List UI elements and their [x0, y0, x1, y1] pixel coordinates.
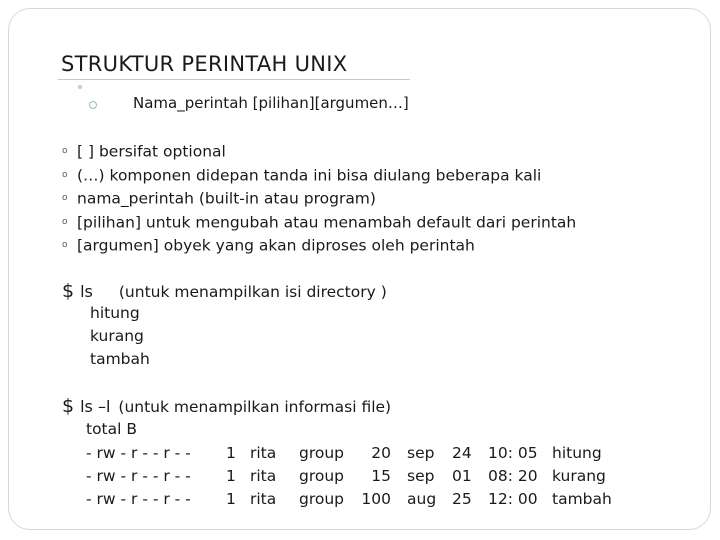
output-line: kurang	[90, 327, 144, 345]
file-permissions: - rw - r - - r - -	[86, 467, 191, 485]
bullet-text: [ ] bersifat optional	[77, 142, 226, 161]
bullet-circle-icon: o	[62, 146, 68, 156]
link-count: 1	[226, 490, 236, 508]
command-note: (untuk menampilkan isi directory )	[118, 283, 387, 301]
bullet-item	[62, 164, 576, 188]
file-size: 15	[371, 467, 391, 485]
file-month: sep	[407, 467, 435, 485]
file-group: group	[299, 490, 345, 508]
link-count: 1	[226, 444, 236, 462]
shell-prompt: $	[62, 395, 75, 417]
bullet-text: [pilihan] untuk mengubah atau menambah default dari perintah	[77, 212, 577, 231]
file-name: hitung	[552, 444, 602, 462]
example-ls-l-command	[62, 395, 391, 417]
title-underline	[58, 79, 410, 80]
bullet-item	[62, 187, 576, 211]
file-owner: rita	[250, 467, 277, 485]
file-group: group	[299, 444, 345, 462]
ls-total-line: total B	[86, 420, 138, 438]
file-month: aug	[407, 490, 437, 508]
bullet-text: (…) komponen didepan tanda ini bisa diulang beberapa kali	[77, 165, 542, 184]
file-permissions: - rw - r - - r - -	[86, 444, 191, 462]
bullet-text: nama_perintah (built-in atau program)	[77, 189, 376, 208]
example-ls-command	[62, 280, 387, 302]
file-day: 25	[452, 490, 472, 508]
file-name: kurang	[552, 467, 606, 485]
bullet-circle-icon: o	[62, 169, 68, 180]
slide-title: STRUKTUR PERINTAH UNIX	[61, 52, 348, 76]
output-line: hitung	[90, 304, 140, 322]
bullet-item	[62, 211, 576, 235]
file-name: tambah	[552, 490, 612, 508]
bullet-item	[62, 234, 576, 258]
command-note: (untuk menampilkan informasi file)	[118, 398, 392, 416]
link-count: 1	[226, 467, 236, 485]
bullet-text: [argumen] obyek yang akan diproses oleh perintah	[77, 236, 475, 255]
bullet-circle-icon: o	[62, 240, 68, 250]
command-syntax: Nama_perintah [pilihan][argumen…]	[133, 94, 409, 112]
output-line: tambah	[90, 350, 150, 368]
shell-prompt: $	[62, 280, 75, 302]
bullet-circle-icon: o	[62, 216, 68, 227]
file-time: 12: 00	[488, 490, 538, 508]
decorative-ring-icon	[89, 101, 97, 109]
file-owner: rita	[250, 444, 277, 462]
file-day: 01	[452, 467, 472, 485]
file-time: 08: 20	[488, 467, 538, 485]
bullet-item	[62, 140, 576, 164]
file-size: 100	[361, 490, 391, 508]
file-month: sep	[407, 444, 435, 462]
file-group: group	[299, 467, 345, 485]
bullet-circle-icon: o	[62, 193, 68, 203]
ls-output	[90, 302, 150, 371]
command-text: ls	[80, 282, 93, 301]
file-size: 20	[371, 444, 391, 462]
file-permissions: - rw - r - - r - -	[86, 490, 191, 508]
bullet-list	[62, 140, 576, 258]
file-day: 24	[452, 444, 472, 462]
decorative-dot-icon	[78, 85, 82, 89]
file-time: 10: 05	[488, 444, 538, 462]
file-owner: rita	[250, 490, 277, 508]
command-text: ls –l	[80, 397, 111, 416]
